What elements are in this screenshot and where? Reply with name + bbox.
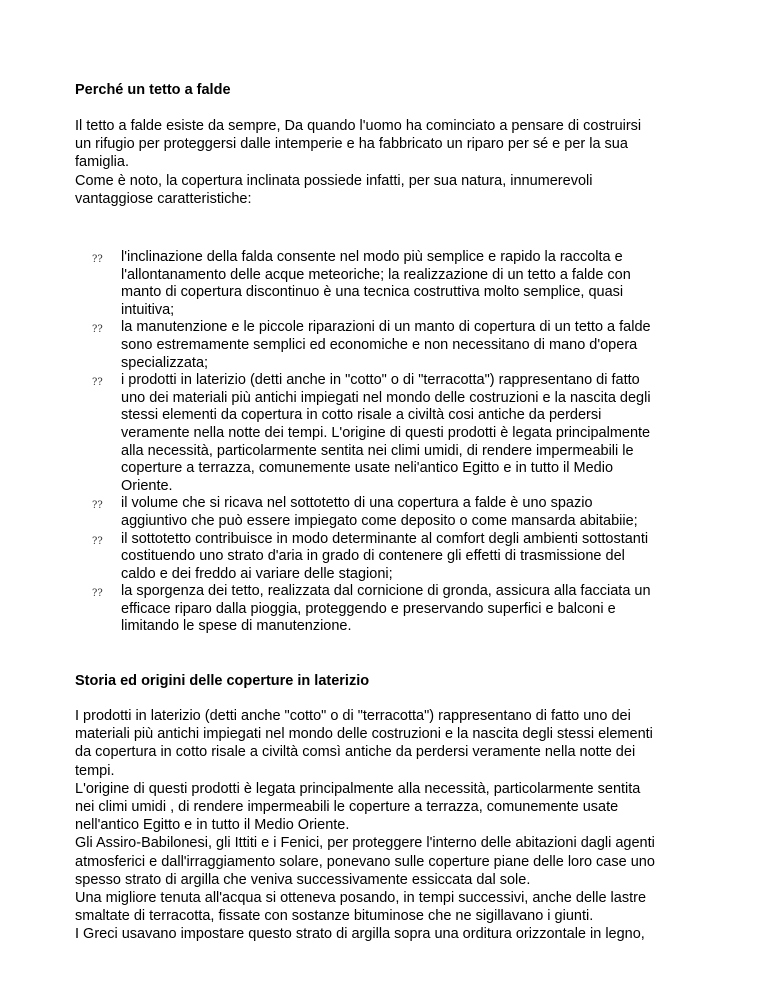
list-item-line: aggiuntivo che può essere impiegato come deposito o come mansarda abitabiie; bbox=[121, 512, 638, 529]
bullet-marker: ?? bbox=[92, 377, 103, 389]
list-item-line: la manutenzione e le piccole riparazioni di un manto di copertura di un tetto a falde bbox=[121, 319, 651, 336]
list-item-line: l'inclinazione della falda consente nel modo più semplice e rapido la raccolta e bbox=[121, 249, 623, 265]
list-item-line: caldo e dei freddo ai variare delle stagioni; bbox=[121, 565, 393, 582]
list-item bbox=[0, 319, 768, 372]
body-line: spesso strato di argilla che veniva successivamente essiccata dal sole. bbox=[75, 871, 531, 888]
intro-line: famiglia. bbox=[75, 154, 129, 171]
list-item-line: specializzata; bbox=[121, 354, 209, 371]
intro-line: vantaggiose caratteristiche: bbox=[75, 190, 252, 207]
list-item-line: coperture a terrazza, comunemente usate neli'antico Egitto e in tutto il Medio bbox=[121, 460, 614, 477]
list-item-line: i prodotti in laterizio (detti anche in "cotto" o di "terracotta") rappresentano di fatto bbox=[121, 372, 640, 389]
body-line: smaltate di terracotta, fissate con sostanze bituminose che ne sigillavano i giunti. bbox=[75, 908, 594, 925]
body-line: L'origine di questi prodotti è legata principalmente alla necessità, particolarmente sentita bbox=[75, 780, 641, 797]
body-line: nei climi umidi , di rendere impermeabili le coperture a terrazza, comunemente usate bbox=[75, 799, 619, 816]
history-paragraph bbox=[75, 707, 695, 944]
list-item-line: limitando le spese di manutenzione. bbox=[121, 618, 352, 635]
list-item-line: il sottotetto contribuisce in modo determinante al comfort degli ambienti sottostanti bbox=[121, 530, 649, 547]
list-item bbox=[0, 583, 768, 636]
body-line: atmosferici e dall'irraggiamento solare, ponevano sulle coperture piane delle loro case uno bbox=[75, 853, 655, 870]
advantages-list bbox=[0, 249, 768, 636]
body-line: tempi. bbox=[75, 762, 115, 779]
list-item-line: uno dei materiali più antichi impiegati nel mondo delle costruzioni e la nascita degli bbox=[121, 389, 651, 406]
list-item-line: costituendo uno strato d'aria in grado di contenere gli effetti di trasmissione del bbox=[121, 548, 625, 565]
list-item-line: sono estremamente semplici ed economiche e non necessitano di mano d'opera bbox=[121, 336, 638, 353]
bullet-marker: ?? bbox=[92, 324, 103, 336]
body-line: materiali più antichi impiegati nel mondo delle costruzioni e la nascita degli stessi elementi bbox=[75, 726, 653, 743]
body-line: Gli Assiro-Babilonesi, gli Ittiti e i Fenici, per proteggere l'interno delle abitazioni dagli agenti bbox=[75, 835, 655, 852]
list-item-line: stessi elementi da copertura in cotto risale a civiltà cosi antiche da perdersi bbox=[121, 407, 602, 424]
intro-line: Il tetto a falde esiste da sempre, Da quando l'uomo ha cominciato a pensare di costruirsi bbox=[75, 118, 642, 134]
intro-paragraph bbox=[75, 117, 695, 208]
list-item bbox=[0, 531, 768, 584]
body-line: Una migliore tenuta all'acqua si otteneva posando, in tempi successivi, anche delle lastre bbox=[75, 890, 647, 907]
list-item bbox=[0, 249, 768, 319]
list-item-line: efficace riparo dalla pioggia, proteggendo e preservando superfici e balconi e bbox=[121, 600, 616, 617]
bullet-marker: ?? bbox=[92, 500, 103, 512]
intro-line: Come è noto, la copertura inclinata possiede infatti, per sua natura, innumerevoli bbox=[75, 172, 593, 189]
intro-line: un rifugio per proteggersi dalle intemperie e ha fabbricato un riparo per sé e per la sua bbox=[75, 136, 628, 153]
body-line: I Greci usavano impostare questo strato di argilla sopra una orditura orizzontale in legno, bbox=[75, 926, 645, 943]
bullet-marker: ?? bbox=[92, 254, 103, 265]
body-line: da copertura in cotto risale a civiltà comsì antiche da perdersi veramente nella notte dei bbox=[75, 744, 636, 761]
section-title-storia: Storia ed origini delle coperture in laterizio bbox=[75, 673, 370, 689]
list-item-line: l'allontanamento delle acque meteoriche; la realizzazione di un tetto a falde con bbox=[121, 266, 631, 283]
list-item-line: Oriente. bbox=[121, 477, 173, 494]
body-line: nell'antico Egitto e in tutto il Medio Oriente. bbox=[75, 817, 350, 834]
list-item bbox=[0, 372, 768, 495]
list-item-line: la sporgenza dei tetto, realizzata dal cornicione di gronda, assicura alla facciata un bbox=[121, 583, 651, 600]
list-item-line: il volume che si ricava nel sottotetto di una copertura a falde è uno spazio bbox=[121, 495, 593, 512]
list-item bbox=[0, 495, 768, 530]
bullet-marker: ?? bbox=[92, 588, 103, 600]
bullet-marker: ?? bbox=[92, 535, 103, 547]
list-item-line: intuitiva; bbox=[121, 301, 175, 318]
section-title-tetto-a-falde: Perché un tetto a falde bbox=[75, 82, 231, 98]
body-line: I prodotti in laterizio (detti anche "cotto" o di "terracotta") rappresentano di fatto uno dei bbox=[75, 708, 631, 724]
list-item-line: manto di copertura discontinuo è una tecnica costruttiva molto semplice, quasi bbox=[121, 284, 624, 301]
list-item-line: veramente nella notte dei tempi. L'origine di questi prodotti è legata principalmente bbox=[121, 424, 651, 441]
list-item-line: alla necessità, particolarmente sentita nei climi umidi, di rendere impermeabili le bbox=[121, 442, 634, 459]
